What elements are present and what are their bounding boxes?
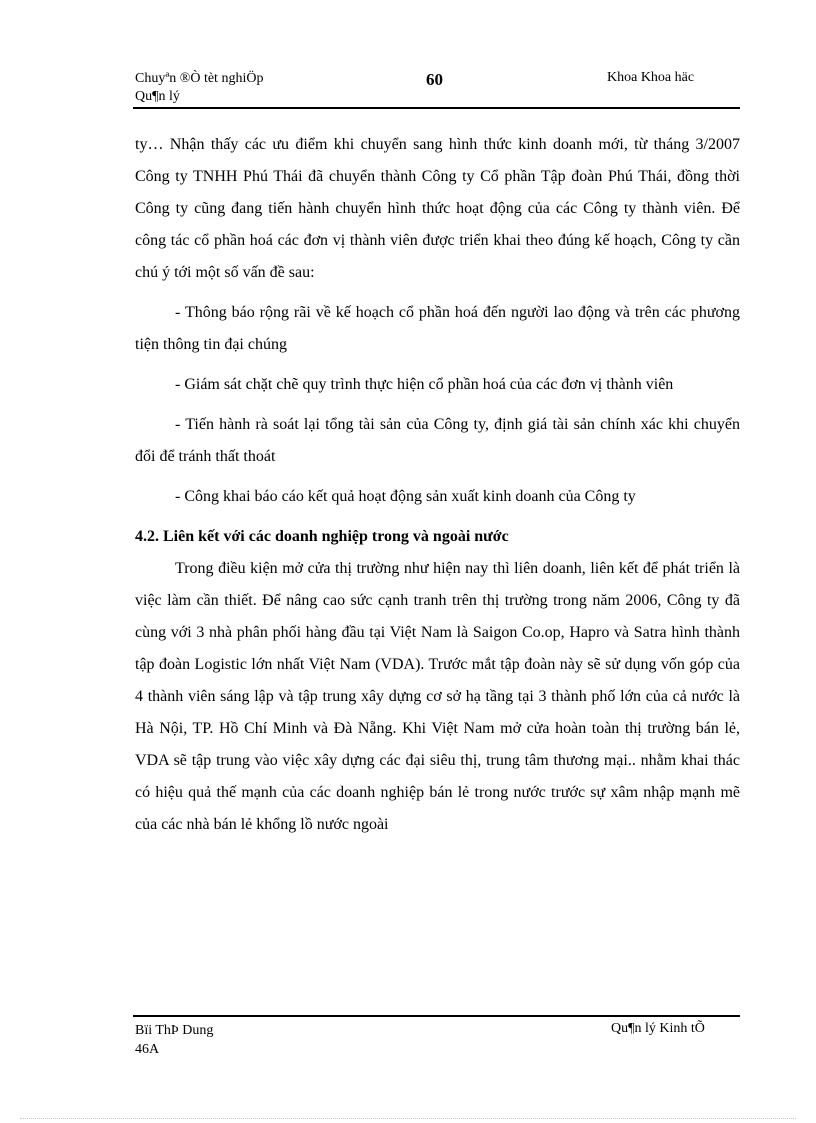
- footer-left: [135, 1021, 213, 1059]
- page-number: 60: [426, 70, 443, 89]
- bullet-item: - Công khai báo cáo kết quả hoạt động sản xuất kinh doanh của Công ty: [175, 488, 636, 505]
- header-left-line2: Qu¶n lý: [135, 89, 180, 104]
- footer-class: 46A: [135, 1042, 160, 1057]
- bullet-item: - Thông báo rộng rãi về kế hoạch cổ phần hoá đến người lao động và trên các phương tiện thông tin đại chúng: [135, 304, 740, 353]
- paragraph-intro: ty… Nhận thấy các ưu điểm khi chuyển sang hình thức kinh doanh mới, từ tháng 3/2007 Công ty TNHH Phú Thái đã chuyển thành Công ty Cổ phần Tập đoàn Phú Thái, đồng thời Công ty cũng đang tiến hành chuyển hình thức hoạt động của các Công ty thành viên. Để công tác cổ phần hoá các đơn vị thành viên được triển khai theo đúng kế hoạch, Công ty cần chú ý tới một số vấn đề sau:: [135, 136, 740, 281]
- page-edge-dotted-line: [20, 1118, 796, 1119]
- section-paragraph: Trong điều kiện mở cửa thị trường như hiện nay thì liên doanh, liên kết để phát triển là việc làm cần thiết. Để nâng cao sức cạnh tranh trên thị trường trong năm 2006, Công ty đã cùng với 3 nhà phân phối hàng đầu tại Việt Nam là Saigon Co.op, Hapro và Satra hình thành tập đoàn Logistic lớn nhất Việt Nam (VDA). Trước mắt tập đoàn này sẽ sử dụng vốn góp của 4 thành viên sáng lập và tập trung xây dựng cơ sở hạ tầng tại 3 thành phố lớn của cả nước là Hà Nội, TP. Hồ Chí Minh và Đà Nẵng. Khi Việt Nam mở cửa hoàn toàn thị trường bán lẻ, VDA sẽ tập trung vào việc xây dựng các đại siêu thị, trung tâm thương mại.. nhằm khai thác có hiệu quả thế mạnh của các doanh nghiệp bán lẻ trong nước trước sự xâm nhập mạnh mẽ của các nhà bán lẻ khổng lồ nước ngoài: [135, 560, 740, 833]
- header-rule: [133, 107, 740, 109]
- bullet-item: - Tiến hành rà soát lại tổng tài sản của Công ty, định giá tài sản chính xác khi chuyển đổi để tránh thất thoát: [135, 416, 740, 465]
- footer-author: Bïi ThÞ Dung: [135, 1023, 214, 1038]
- header-left: [135, 70, 263, 106]
- header-left-line1: Chuyªn ®Ò tèt nghiÖp: [135, 71, 264, 86]
- bullet-item: - Giám sát chặt chẽ quy trình thực hiện cổ phần hoá của các đơn vị thành viên: [175, 376, 674, 393]
- header-right: Khoa Khoa häc: [607, 70, 695, 85]
- section-heading: 4.2. Liên kết với các doanh nghiệp trong và ngoài nước: [135, 528, 509, 545]
- footer-right: Qu¶n lý Kinh tÕ: [611, 1021, 705, 1036]
- footer-rule: [133, 1015, 740, 1017]
- document-body: [135, 129, 740, 841]
